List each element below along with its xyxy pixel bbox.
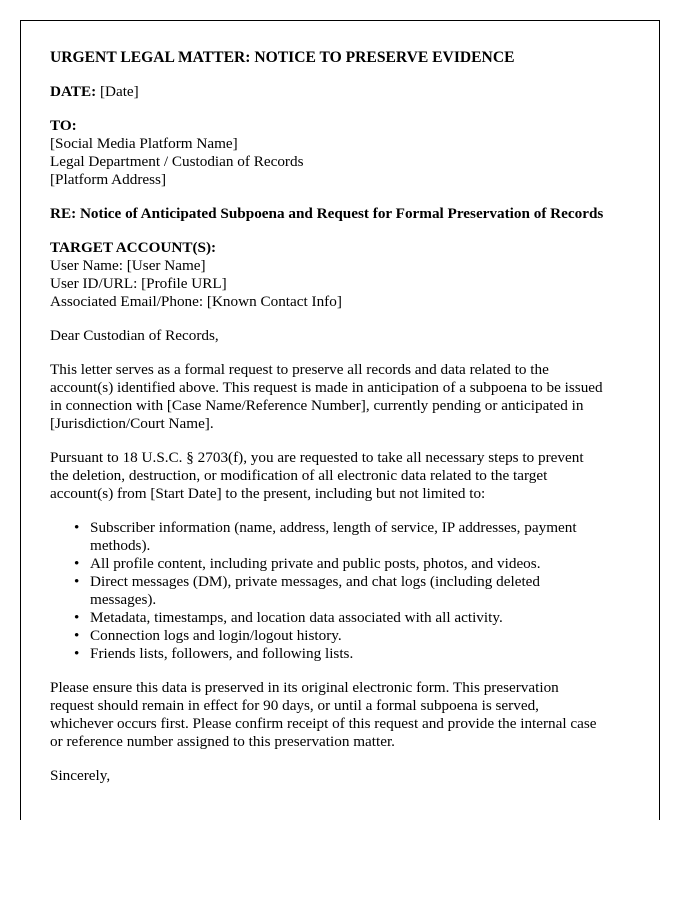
target-account-line: User Name: [User Name]	[50, 257, 206, 274]
list-item	[74, 555, 654, 573]
list-item	[74, 609, 654, 627]
list-item	[74, 645, 654, 663]
list-item-line: Friends lists, followers, and following lists.	[90, 645, 354, 662]
bullet-icon: •	[74, 555, 80, 572]
list-item-line: Connection logs and login/logout history.	[90, 627, 342, 644]
letter-page	[20, 20, 660, 820]
preservation-list	[50, 519, 654, 663]
target-accounts-label: TARGET ACCOUNT(S):	[50, 239, 217, 256]
subject-line: RE: Notice of Anticipated Subpoena and Request for Formal Preservation of Records	[50, 205, 604, 222]
list-item-line: Direct messages (DM), private messages, and chat logs (including deleted	[90, 573, 541, 590]
bullet-icon: •	[74, 645, 80, 662]
paragraph-line: This letter serves as a formal request to preserve all records and data related to the	[50, 361, 549, 378]
closing: Sincerely,	[50, 767, 111, 784]
bullet-icon: •	[74, 627, 80, 644]
paragraph-line: account(s) identified above. This request is made in anticipation of a subpoena to be issued	[50, 379, 603, 396]
paragraph-line: the deletion, destruction, or modification of all electronic data related to the target	[50, 467, 548, 484]
bullet-icon: •	[74, 519, 80, 536]
paragraph-line: [Jurisdiction/Court Name].	[50, 415, 214, 432]
letter-title: URGENT LEGAL MATTER: NOTICE TO PRESERVE EVIDENCE	[50, 49, 515, 66]
salutation: Dear Custodian of Records,	[50, 327, 219, 344]
date-value: [Date]	[99, 83, 139, 100]
paragraph-statute	[50, 449, 654, 503]
list-item	[74, 573, 654, 609]
letter-content	[50, 49, 654, 801]
paragraph-line: whichever occurs first. Please confirm receipt of this request and provide the internal case	[50, 715, 597, 732]
list-item	[74, 627, 654, 645]
target-accounts-block	[50, 239, 654, 311]
paragraph-duration	[50, 679, 654, 751]
recipient-line: [Platform Address]	[50, 171, 166, 188]
target-account-line: Associated Email/Phone: [Known Contact Info]	[50, 293, 342, 310]
list-item-line: methods).	[90, 537, 151, 554]
paragraph-line: account(s) from [Start Date] to the present, including but not limited to:	[50, 485, 486, 502]
list-item-line: Metadata, timestamps, and location data associated with all activity.	[90, 609, 503, 626]
date-block	[50, 83, 654, 101]
list-item-line: messages).	[90, 591, 157, 608]
target-account-line: User ID/URL: [Profile URL]	[50, 275, 227, 292]
date-label: DATE:	[50, 83, 97, 100]
recipient-line: Legal Department / Custodian of Records	[50, 153, 304, 170]
list-item-line: All profile content, including private and public posts, photos, and videos.	[90, 555, 541, 572]
paragraph-request	[50, 361, 654, 433]
paragraph-line: Pursuant to 18 U.S.C. § 2703(f), you are requested to take all necessary steps to prevent	[50, 449, 584, 466]
recipient-line: [Social Media Platform Name]	[50, 135, 238, 152]
paragraph-line: in connection with [Case Name/Reference Number], currently pending or anticipated in	[50, 397, 584, 414]
list-item-line: Subscriber information (name, address, length of service, IP addresses, payment	[90, 519, 577, 536]
bullet-icon: •	[74, 609, 80, 626]
recipient-block	[50, 117, 654, 189]
to-label: TO:	[50, 117, 77, 134]
list-item	[74, 519, 654, 555]
paragraph-line: request should remain in effect for 90 days, or until a formal subpoena is served,	[50, 697, 539, 714]
paragraph-line: Please ensure this data is preserved in its original electronic form. This preservation	[50, 679, 559, 696]
paragraph-line: or reference number assigned to this preservation matter.	[50, 733, 395, 750]
bullet-icon: •	[74, 573, 80, 590]
